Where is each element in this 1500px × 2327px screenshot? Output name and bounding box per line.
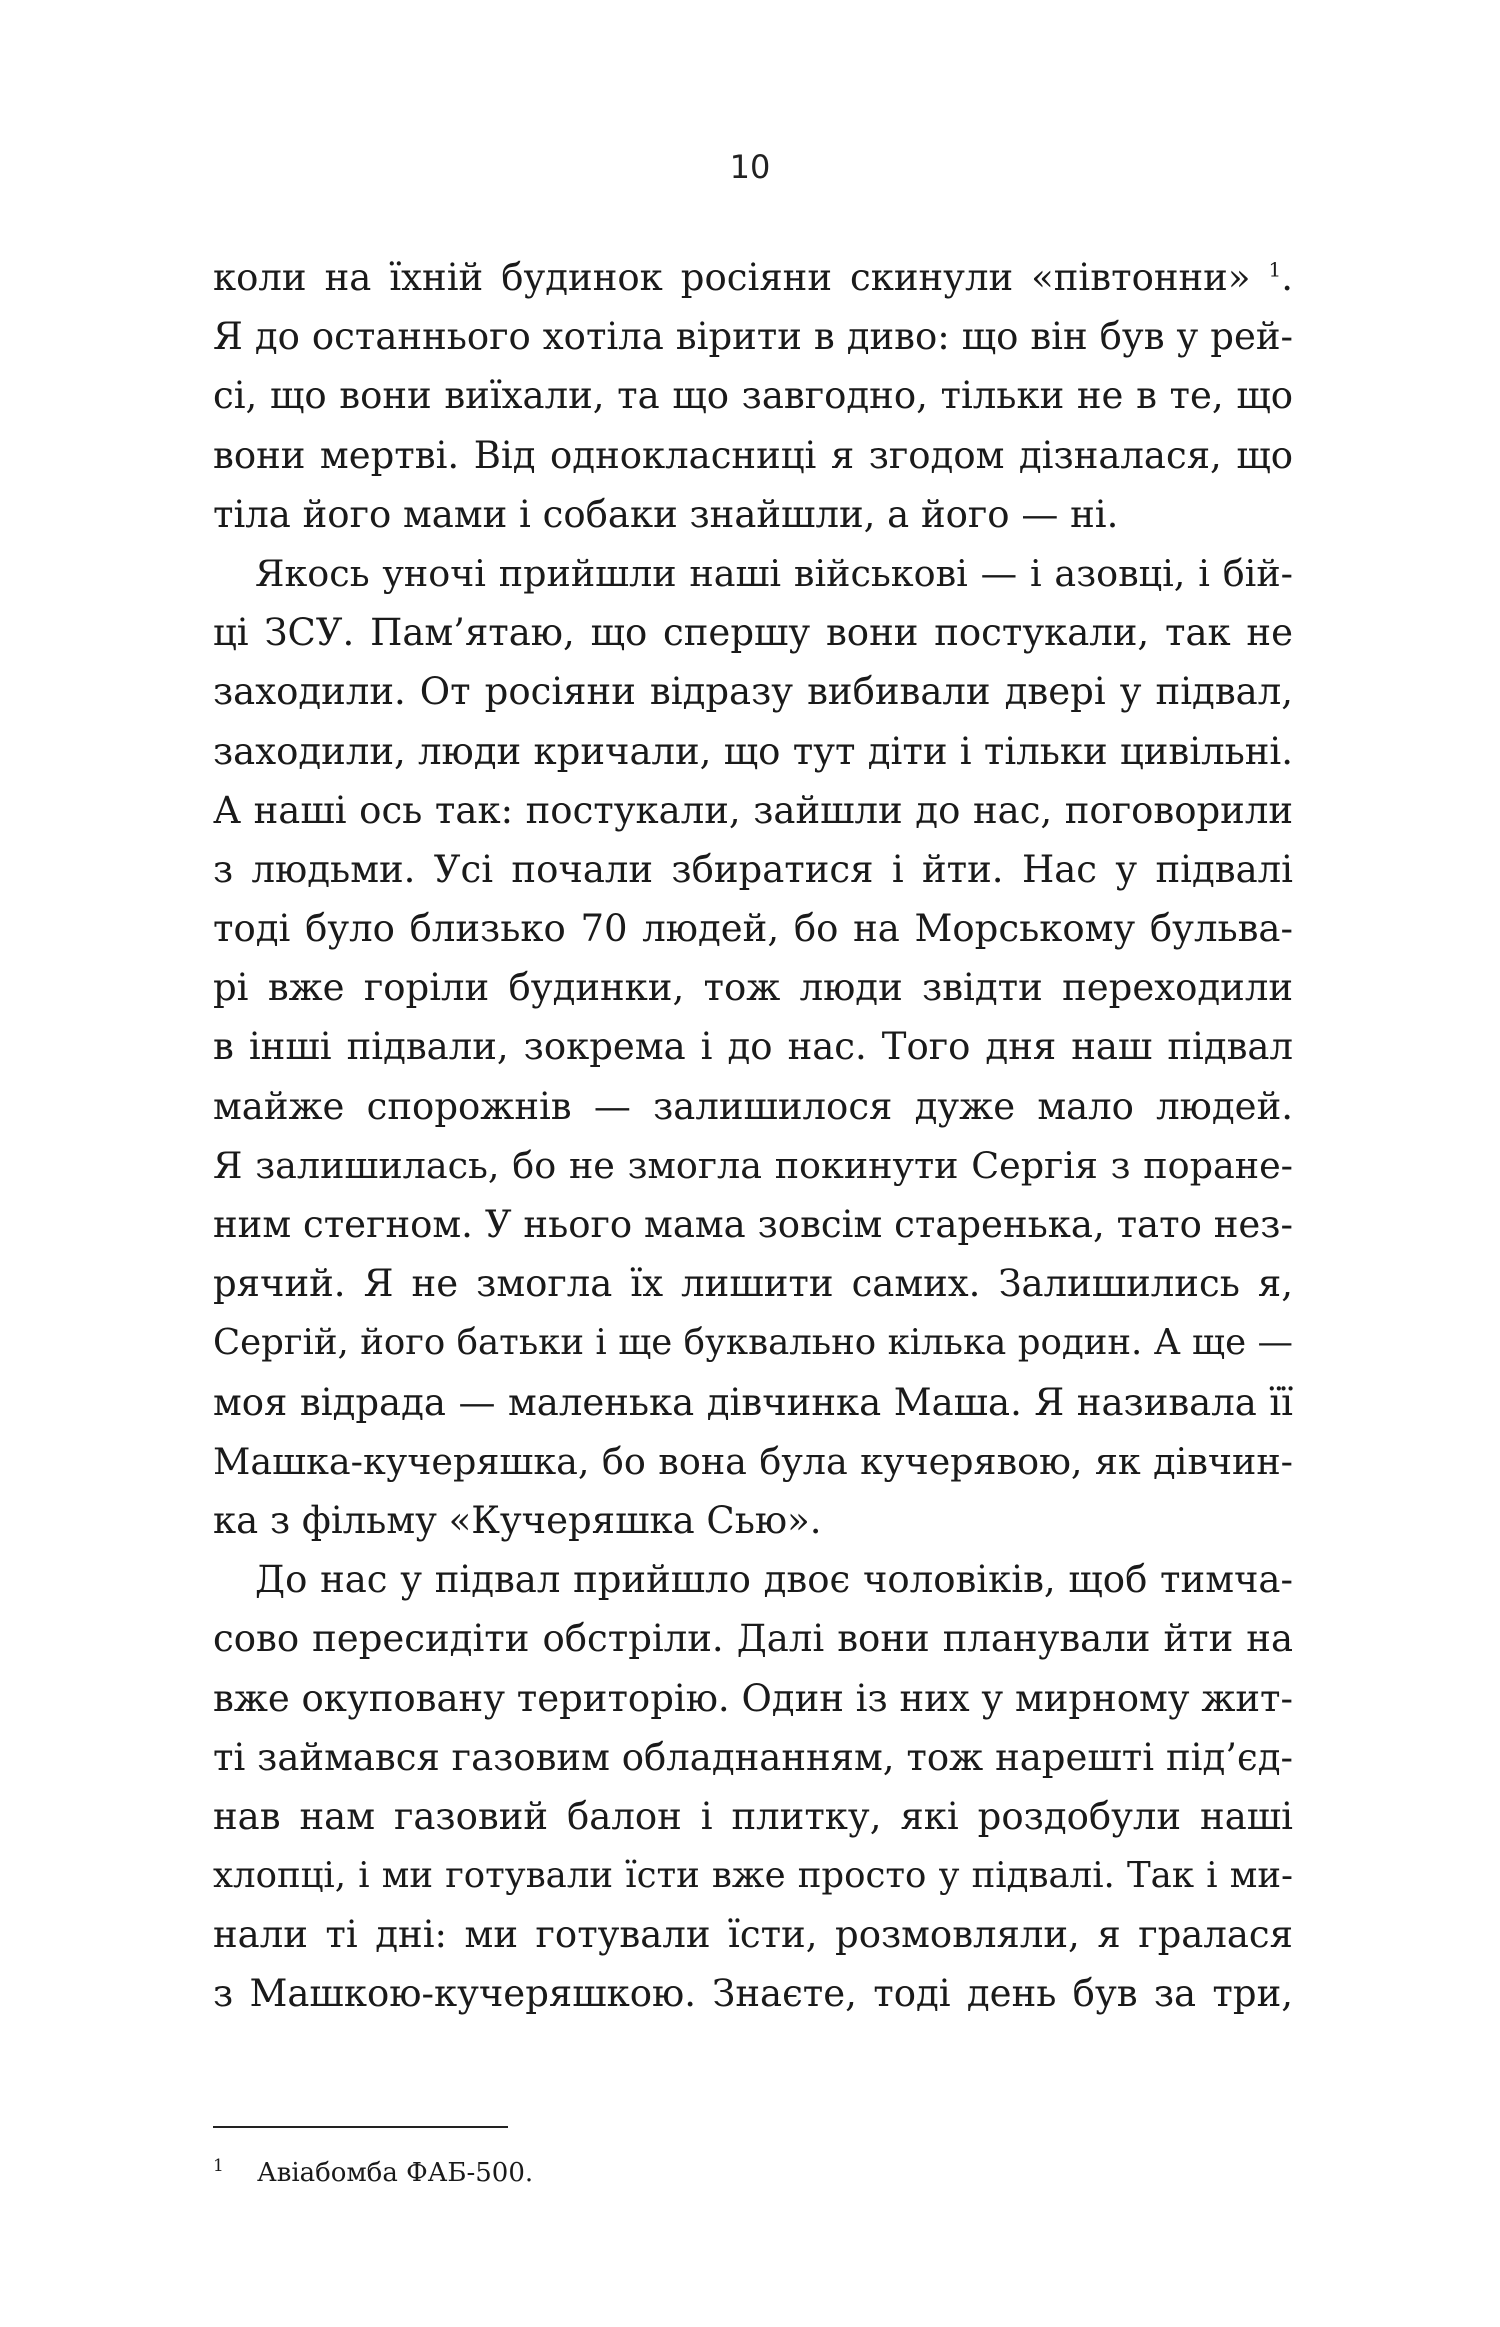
- text-line-content: нали ті дні: ми готували їсти, розмовляли, я гралася: [213, 1913, 1293, 1957]
- text-line-content: рі вже горіли будинки, тож люди звідти переходили: [213, 966, 1293, 1010]
- text-line: [213, 544, 1293, 603]
- text-line-content: в інші підвали, зокрема і до нас. Того дня наш підвал: [213, 1025, 1293, 1069]
- text-line-content: сово пересидіти обстріли. Далі вони планували йти на: [213, 1617, 1293, 1661]
- text-line-content: ті займався газовим обладнанням, тож нарешті під’єд-: [213, 1735, 1293, 1779]
- text-line-content: тоді було близько 70 людей, бо на Морському бульва-: [213, 907, 1293, 951]
- text-line-content: ним стегном. У нього мама зовсім старенька, тато нез-: [213, 1203, 1293, 1246]
- text-line-content: рячий. Я не змогла їх лишити самих. Залишились я,: [213, 1262, 1293, 1306]
- text-line: [213, 1432, 1293, 1491]
- text-line: [213, 248, 1293, 307]
- footnote-divider: [213, 2126, 508, 2128]
- text-line-content: моя відрада — маленька дівчинка Маша. Я називала її: [213, 1380, 1293, 1424]
- text-line: [213, 426, 1293, 485]
- text-line: [213, 899, 1293, 958]
- footnote-reference: 1: [1268, 257, 1282, 282]
- text-line-content: майже спорожнів — залишилося дуже мало людей.: [213, 1084, 1293, 1128]
- text-line: [213, 1728, 1293, 1787]
- text-line: [213, 1964, 1293, 2023]
- text-line-content: коли на їхній будинок росіяни скинули «півтонни»: [213, 256, 1251, 299]
- page-number: 10: [729, 148, 771, 186]
- text-line-content: Я залишилась, бо не змогла покинути Сергія з поране-: [213, 1143, 1293, 1187]
- text-line: [213, 1017, 1293, 1076]
- text-line: [213, 1254, 1293, 1313]
- text-line-content: Сергій, його батьки і ще буквально кілька родин. А ще —: [213, 1322, 1293, 1364]
- text-line: [213, 840, 1293, 899]
- text-line-content: хлопці, і ми готували їсти вже просто у підвалі. Так і ми-: [213, 1855, 1293, 1897]
- text-line: [213, 722, 1293, 781]
- text-line-content: заходили, люди кричали, що тут діти і тільки цивільні.: [213, 729, 1293, 773]
- text-line: [213, 1550, 1293, 1609]
- text-line-content: Якось уночі прийшли наші військові — і азовці, і бій-: [255, 551, 1293, 595]
- text-line-content: з людьми. Усі почали збиратися і йти. Нас у підвалі: [213, 847, 1293, 891]
- text-line: [213, 366, 1293, 425]
- footnote-text: Авіабомба ФАБ-500.: [257, 2158, 534, 2188]
- text-line-content: А наші ось так: постукали, зайшли до нас, поговорили: [213, 788, 1293, 832]
- text-line: [213, 958, 1293, 1017]
- text-line: [213, 1905, 1293, 1964]
- text-line-content: Я до останнього хотіла вірити в диво: що він був у рей-: [213, 315, 1293, 359]
- text-line-content: ці ЗСУ. Пам’ятаю, що спершу вони постукали, так не: [213, 611, 1293, 655]
- text-line-content: нав нам газовий балон і плитку, які роздобули наші: [213, 1794, 1293, 1838]
- text-line: [213, 307, 1293, 366]
- text-line-tail: .: [1281, 256, 1293, 299]
- text-line: [213, 1313, 1293, 1372]
- footnote: 1 Авіабомба ФАБ-500.: [213, 2156, 534, 2188]
- text-line-content: ка з фільму «Кучеряшка Сью».: [213, 1498, 822, 1542]
- text-line-content: з Машкою-кучеряшкою. Знаєте, тоді день був за три,: [213, 1972, 1293, 2016]
- text-line: [213, 603, 1293, 662]
- text-line: [213, 1669, 1293, 1728]
- text-line: [213, 1195, 1293, 1254]
- text-line: [213, 1491, 1293, 1550]
- text-line: [213, 1136, 1293, 1195]
- text-line: [213, 1846, 1293, 1905]
- text-line-content: До нас у підвал прийшло двоє чоловіків, щоб тимча-: [255, 1558, 1293, 1602]
- body-text: [213, 248, 1293, 2024]
- text-line-content: Машка-кучеряшка, бо вона була кучерявою, як дівчин-: [213, 1439, 1293, 1483]
- text-line-content: тіла його мами і собаки знайшли, а його — ні.: [213, 492, 1119, 536]
- text-line: [213, 485, 1293, 544]
- text-line: [213, 662, 1293, 721]
- text-line: [213, 781, 1293, 840]
- text-line: [213, 1609, 1293, 1668]
- text-line-content: вони мертві. Від однокласниці я згодом дізналася, що: [213, 433, 1293, 477]
- text-line-content: сі, що вони виїхали, та що завгодно, тільки не в те, що: [213, 374, 1293, 418]
- text-line: [213, 1373, 1293, 1432]
- text-line: [213, 1787, 1293, 1846]
- text-line: [213, 1077, 1293, 1136]
- text-line-content: вже окуповану територію. Один із них у мирному жит-: [213, 1676, 1293, 1720]
- text-line-content: заходили. От росіяни відразу вибивали двері у підвал,: [213, 670, 1293, 714]
